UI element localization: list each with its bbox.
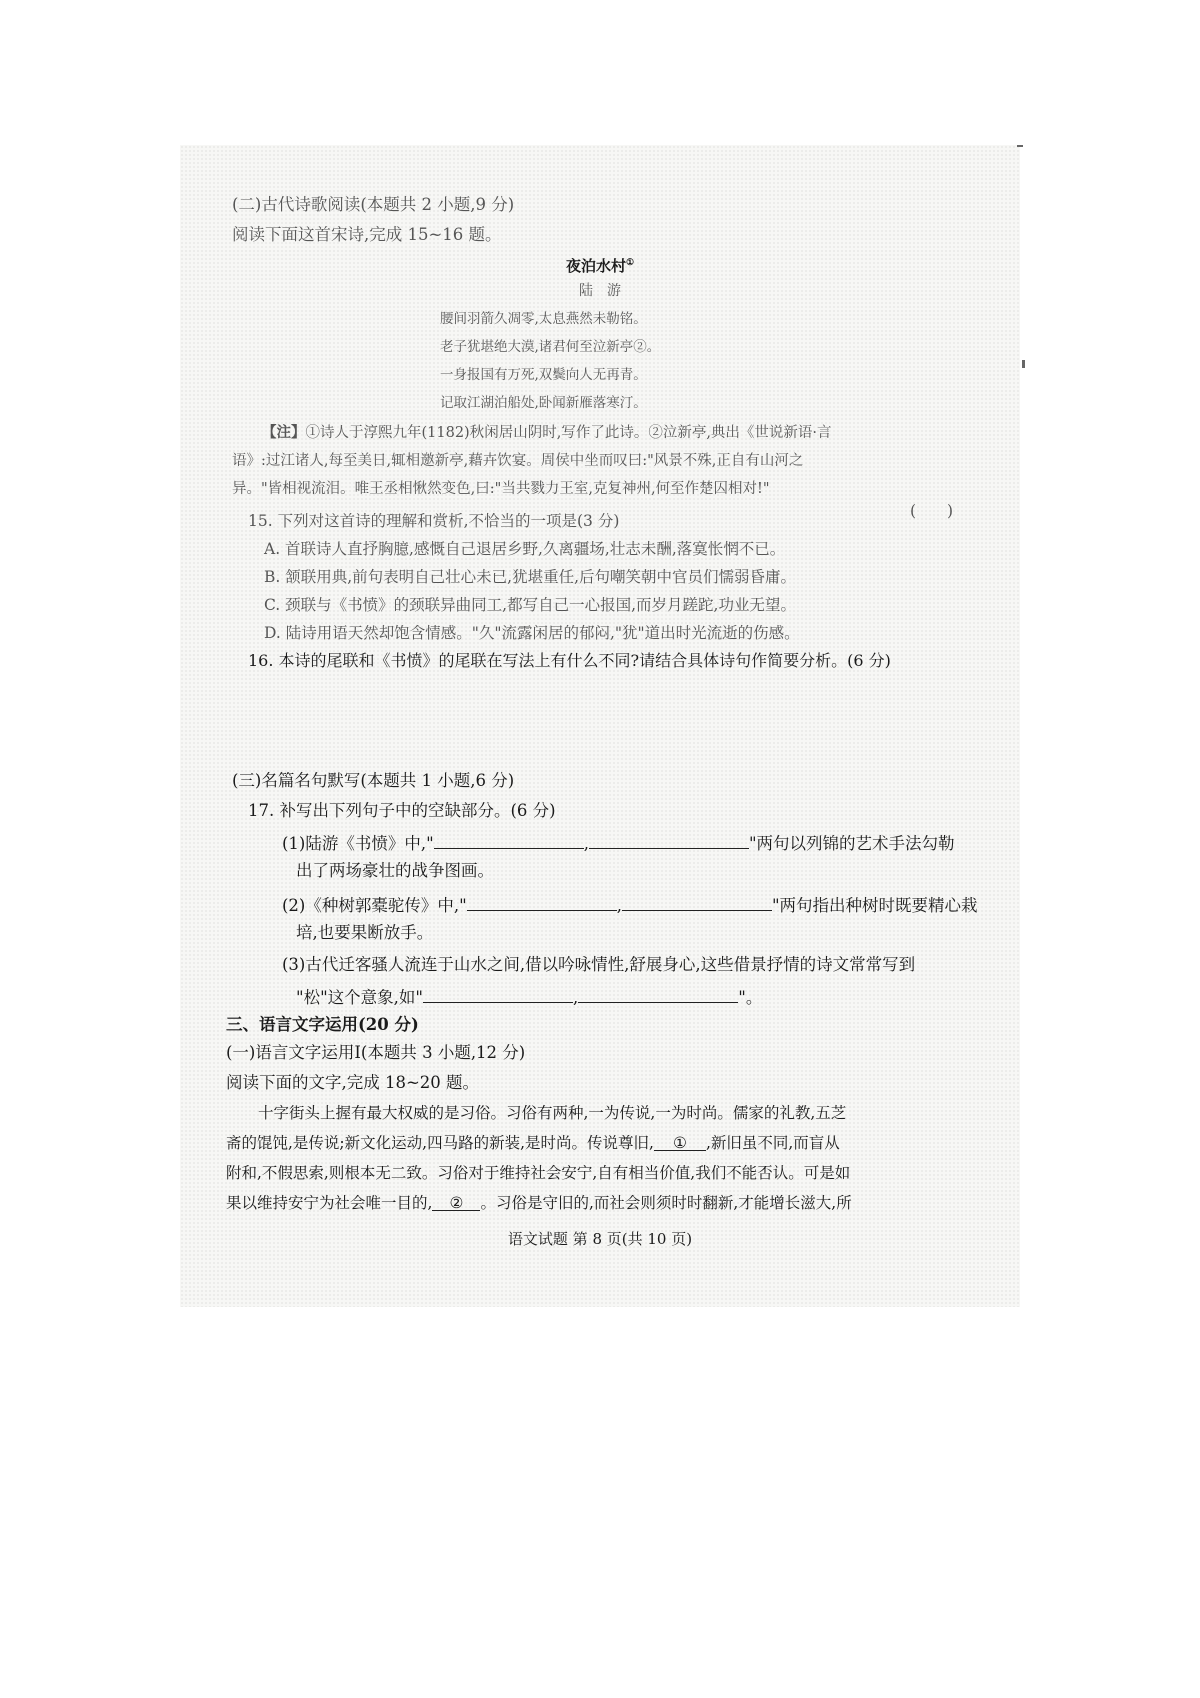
comma: , [583, 834, 589, 853]
passage-blank-1[interactable] [654, 1132, 706, 1151]
item-text: "两句指出种树时既要精心栽 [771, 896, 978, 915]
comma: , [573, 988, 579, 1007]
poem-line: 老子犹堪绝大漠,诸君何至泣新亭②。 [440, 339, 661, 355]
q17-item-3-cont [296, 984, 762, 1009]
answer-blank[interactable] [578, 984, 738, 1003]
poem-title-text: 夜泊水村 [565, 257, 626, 275]
note-line [262, 422, 832, 444]
item-text: "。 [738, 988, 763, 1007]
passage-line [226, 1192, 852, 1214]
poem-author: 陆 游 [579, 283, 621, 299]
option-d: D. 陆诗用语天然却饱含情感。"久"流露闲居的郁闷,"犹"道出时光流逝的伤感。 [264, 624, 800, 642]
passage-text: 。习俗是守旧的,而社会则须时时翻新,才能增长滋大,所 [480, 1194, 852, 1212]
blank-number: ② [449, 1194, 464, 1212]
part-header: 三、语言文字运用(20 分) [226, 1015, 419, 1034]
item-text: (1)陆游《书愤》中," [282, 834, 434, 853]
edge-mark [1022, 360, 1025, 368]
footnote-mark: ① [625, 258, 635, 268]
passage-text: 斋的馄饨,是传说;新文化运动,四马路的新装,是时尚。传说尊旧, [226, 1134, 654, 1152]
question-17-stem: 17. 补写出下列句子中的空缺部分。(6 分) [248, 801, 556, 820]
note-label: 【注】 [262, 424, 306, 441]
section-header: (三)名篇名句默写(本题共 1 小题,6 分) [232, 771, 515, 790]
comma: , [616, 896, 622, 915]
item-text: (2)《种树郭橐驼传》中," [282, 896, 467, 915]
question-15-stem: 15. 下列对这首诗的理解和赏析,不恰当的一项是(3 分) [248, 512, 620, 530]
note-text: ①诗人于淳熙九年(1182)秋闲居山阴时,写作了此诗。②泣新亭,典出《世说新语·言 [305, 425, 832, 441]
q17-item-3: (3)古代迁客骚人流连于山水之间,借以吟咏情性,舒展身心,这些借景抒情的诗文常常写到 [282, 955, 916, 974]
poem-title [520, 252, 680, 277]
passage-line: 附和,不假思索,则根本无二致。习俗对于维持社会安宁,自有相当价值,我们不能否认。可是如 [226, 1164, 851, 1182]
q17-item-1-cont: 出了两场豪壮的战争图画。 [296, 861, 494, 880]
blank-number: ① [672, 1134, 687, 1152]
option-c: C. 颈联与《书愤》的颈联异曲同工,都写自己一心报国,而岁月蹉跎,功业无望。 [264, 596, 796, 614]
passage-text: 果以维持安宁为社会唯一目的, [226, 1194, 433, 1212]
section-instruction: 阅读下面这首宋诗,完成 15~16 题。 [232, 225, 502, 244]
edge-mark [1017, 145, 1023, 147]
q17-item-2-cont: 培,也要果断放手。 [296, 923, 434, 942]
section-header: (二)古代诗歌阅读(本题共 2 小题,9 分) [232, 195, 515, 214]
item-text: "两句以列锦的艺术手法勾勒 [748, 834, 955, 853]
poem-line: 腰间羽箭久凋零,太息燕然未勒铭。 [440, 311, 647, 327]
page-footer: 语文试题 第 8 页(共 10 页) [507, 1230, 693, 1248]
answer-blank[interactable] [423, 984, 573, 1003]
answer-blank[interactable] [589, 830, 749, 849]
option-a: A. 首联诗人直抒胸臆,感慨自己退居乡野,久离疆场,壮志未酬,落寞怅惘不已。 [264, 540, 786, 558]
passage-blank-2[interactable] [432, 1192, 480, 1211]
poem-line: 记取江湖泊船处,卧闻新雁落寒汀。 [440, 395, 647, 411]
q17-item-1 [282, 830, 955, 855]
answer-blank[interactable] [622, 892, 772, 911]
sub-section-header: (一)语言文字运用Ⅰ(本题共 3 小题,12 分) [226, 1043, 526, 1062]
item-text: "松"这个意象,如" [296, 988, 424, 1007]
passage-line: 十字街头上握有最大权威的是习俗。习俗有两种,一为传说,一为时尚。儒家的礼教,五芝 [258, 1104, 847, 1122]
option-b: B. 颔联用典,前句表明自己壮心未已,犹堪重任,后句嘲笑朝中官员们懦弱昏庸。 [264, 568, 797, 586]
question-16: 16. 本诗的尾联和《书愤》的尾联在写法上有什么不同?请结合具体诗句作简要分析。(6 分) [248, 651, 891, 670]
note-line: 异。"皆相视流泪。唯王丞相愀然变色,曰:"当共戮力王室,克复神州,何至作楚囚相对!" [232, 481, 770, 497]
q17-item-2 [282, 892, 978, 917]
poem-line: 一身报国有万死,双鬓向人无再青。 [440, 367, 647, 383]
answer-paren: ( ) [910, 502, 954, 520]
answer-blank[interactable] [467, 892, 617, 911]
section-instruction: 阅读下面的文字,完成 18~20 题。 [226, 1073, 480, 1092]
passage-text: ,新旧虽不同,而盲从 [705, 1134, 840, 1152]
note-line: 语》:过江诸人,每至美日,辄相邀新亭,藉卉饮宴。周侯中坐而叹曰:"风景不殊,正自有山河之 [232, 453, 804, 469]
answer-blank[interactable] [434, 830, 584, 849]
passage-line [226, 1132, 840, 1154]
